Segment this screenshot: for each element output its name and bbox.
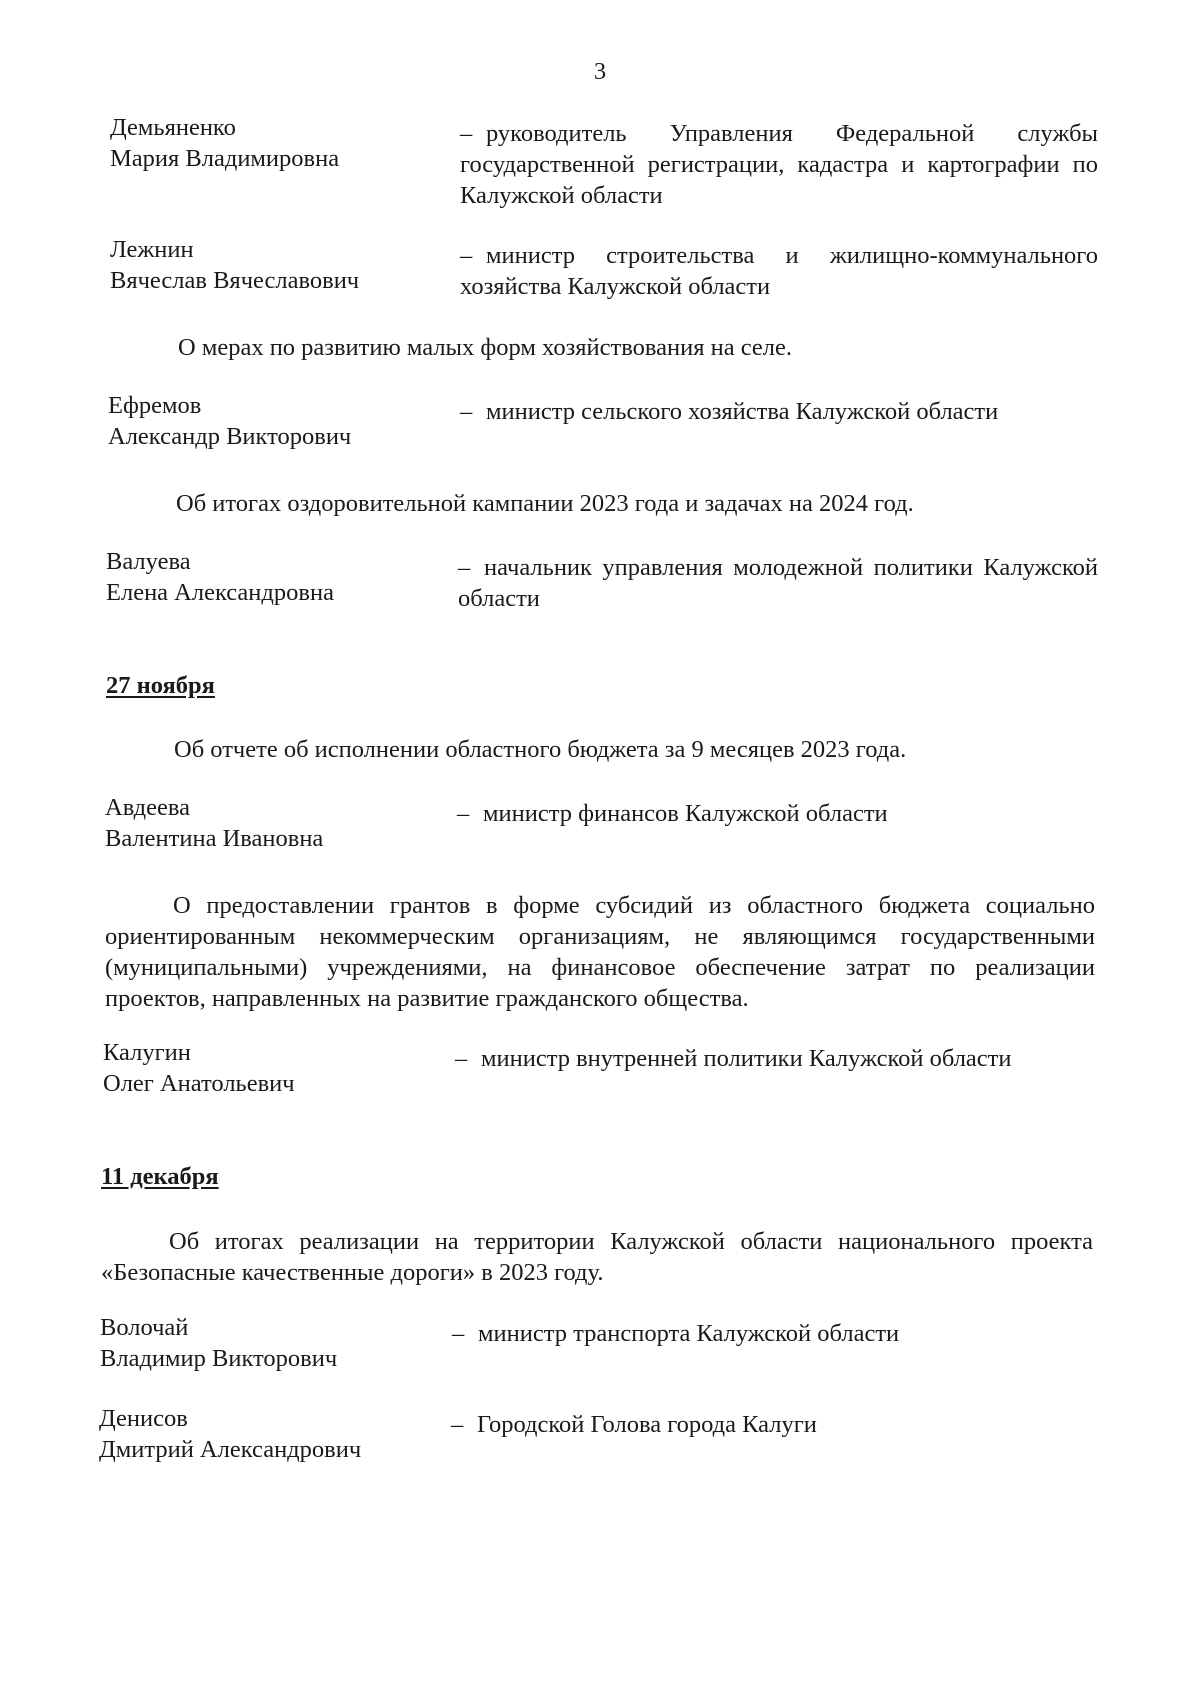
participant-name xyxy=(110,234,430,296)
given-names: Елена Александровна xyxy=(106,579,334,606)
surname: Валуева xyxy=(106,548,191,575)
role-text: министр строительства и жилищно-коммунального хозяйства Калужской области xyxy=(460,242,1098,300)
participant-role xyxy=(458,552,1098,614)
given-names: Александр Викторович xyxy=(108,423,352,450)
role-dash: – xyxy=(460,242,473,269)
role-text: министр внутренней политики Калужской области xyxy=(481,1045,1012,1072)
agenda-topic: Об отчете об исполнении областного бюджета за 9 месяцев 2023 года. xyxy=(174,736,907,763)
surname: Авдеева xyxy=(105,794,190,821)
role-dash: – xyxy=(452,1320,465,1347)
participant-role xyxy=(452,1318,1092,1349)
agenda-topic: О мерах по развитию малых форм хозяйствования на селе. xyxy=(178,334,793,361)
page-number: 3 xyxy=(593,58,607,85)
role-dash: – xyxy=(451,1411,464,1438)
given-names: Вячеслав Вячеславович xyxy=(110,267,360,294)
agenda-topic: О предоставлении грантов в форме субсидий из областного бюджета социально ориентированным некоммерческим организациям, не являющимся государственными (муниципальными) учреждениями, на финансовое обеспечение затрат по реализации проектов, направленных на развитие гражданского общества. xyxy=(105,892,1095,1012)
participant-name xyxy=(99,1403,419,1465)
surname: Лежнин xyxy=(110,236,194,263)
participant-name xyxy=(105,792,425,854)
role-text: министр транспорта Калужской области xyxy=(478,1320,900,1347)
participant-role xyxy=(460,396,1098,427)
participant-name xyxy=(103,1037,423,1099)
role-text: министр финансов Калужской области xyxy=(483,800,888,827)
given-names: Олег Анатольевич xyxy=(103,1070,295,1097)
role-text: министр сельского хозяйства Калужской области xyxy=(486,398,999,425)
role-dash: – xyxy=(457,800,470,827)
role-dash: – xyxy=(455,1045,468,1072)
participant-name xyxy=(106,546,426,608)
role-dash: – xyxy=(460,120,473,147)
agenda-topic: Об итогах оздоровительной кампании 2023 года и задачах на 2024 год. xyxy=(176,490,914,517)
section-date: 11 декабря xyxy=(101,1163,219,1190)
agenda-topic: Об итогах реализации на территории Калужской области национального проекта «Безопасные качественные дороги» в 2023 году. xyxy=(101,1228,1093,1286)
role-text: руководитель Управления Федеральной службы государственной регистрации, кадастра и картографии по Калужской области xyxy=(460,120,1098,209)
given-names: Валентина Ивановна xyxy=(105,825,324,852)
surname: Волочай xyxy=(100,1314,189,1341)
participant-name xyxy=(108,390,428,452)
participant-role xyxy=(460,240,1098,302)
surname: Демьяненко xyxy=(110,114,236,141)
section-date: 27 ноября xyxy=(106,672,215,699)
surname: Ефремов xyxy=(108,392,202,419)
surname: Денисов xyxy=(99,1405,188,1432)
role-dash: – xyxy=(458,554,471,581)
given-names: Владимир Викторович xyxy=(100,1345,338,1372)
participant-role xyxy=(451,1409,1091,1440)
participant-role xyxy=(455,1043,1095,1074)
participant-role xyxy=(460,118,1098,211)
participant-name xyxy=(110,112,430,174)
role-text: Городской Голова города Калуги xyxy=(477,1411,817,1438)
given-names: Дмитрий Александрович xyxy=(99,1436,362,1463)
role-dash: – xyxy=(460,398,473,425)
participant-name xyxy=(100,1312,420,1374)
participant-role xyxy=(457,798,1095,829)
surname: Калугин xyxy=(103,1039,191,1066)
given-names: Мария Владимировна xyxy=(110,145,340,172)
role-text: начальник управления молодежной политики Калужской области xyxy=(458,554,1098,612)
